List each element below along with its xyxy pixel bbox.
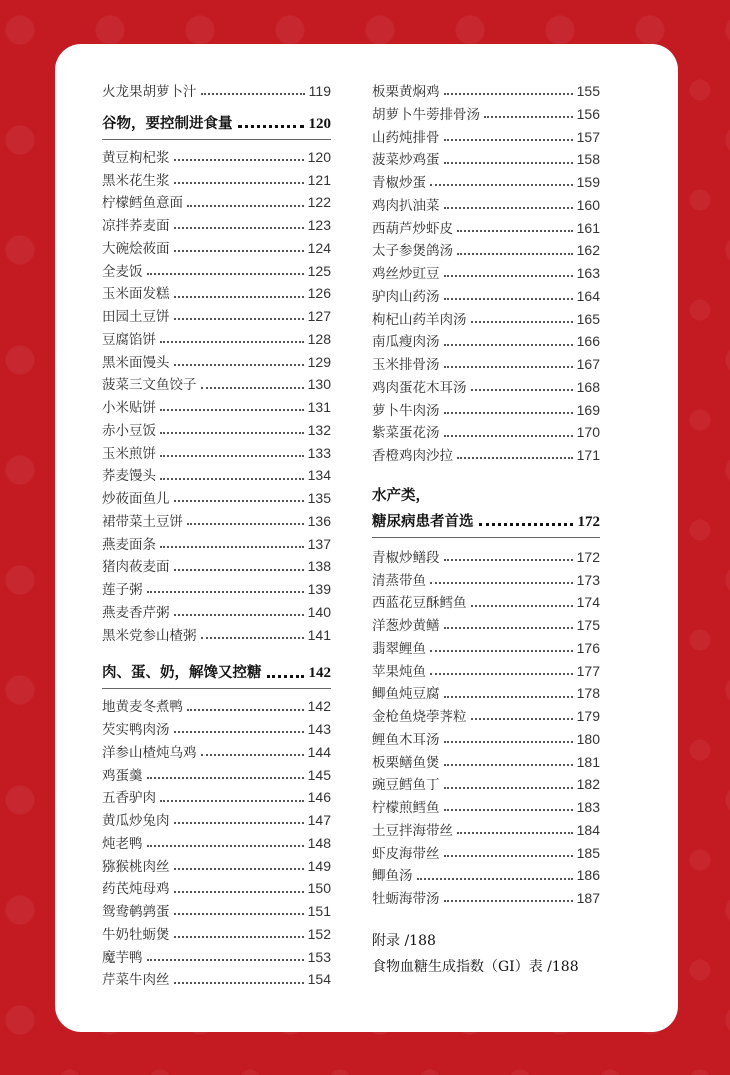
toc-entry-page: 137: [307, 535, 331, 552]
toc-entry[interactable]: [102, 169, 331, 192]
toc-entry-title: 柠檬鳕鱼意面: [102, 195, 183, 212]
toc-entry[interactable]: [372, 796, 600, 819]
toc-entry-title: 鸳鸯鹌鹑蛋: [102, 904, 170, 920]
toc-leader-dots: [471, 718, 573, 720]
toc-leader-dots: [174, 318, 304, 320]
toc-entry-title: 炒莜面鱼儿: [102, 491, 170, 507]
toc-entry-page: 121: [307, 171, 331, 188]
toc-leader-dots: [430, 650, 573, 652]
toc-entry[interactable]: [102, 968, 331, 991]
toc-leader-dots: [444, 764, 573, 766]
toc-entry-page: 127: [307, 308, 331, 324]
toc-entry-title: 豆腐馅饼: [102, 331, 156, 348]
toc-entry-title: 枸杞山药羊肉汤: [372, 311, 467, 328]
toc-entry-title: 鸡肉扒油菜: [372, 197, 440, 214]
toc-leader-dots: [147, 845, 304, 847]
toc-leader-dots: [187, 523, 304, 525]
toc-entry-page: 122: [307, 194, 331, 211]
toc-leader-dots: [430, 184, 573, 186]
toc-entry-title: 猕猴桃肉丝: [102, 858, 170, 875]
toc-entry-page: 185: [576, 844, 600, 861]
toc-entry[interactable]: [372, 842, 600, 865]
toc-leader-dots: [174, 159, 304, 161]
toc-entry[interactable]: [102, 237, 331, 260]
toc-entry[interactable]: [102, 741, 331, 764]
toc-entry-title: 火龙果胡萝卜汁: [102, 84, 197, 100]
toc-leader-dots: [444, 627, 573, 629]
toc-entry[interactable]: [102, 419, 331, 442]
toc-entry-page: 143: [307, 721, 331, 737]
toc-entry-title: 大碗烩莜面: [102, 240, 170, 257]
toc-leader-dots: [147, 591, 304, 593]
toc-entry-page: 173: [576, 571, 600, 588]
toc-entry-title: 芡实鸭肉汤: [102, 722, 170, 738]
toc-entry-page: 159: [576, 174, 600, 190]
toc-leader-dots: [444, 741, 573, 743]
toc-entry[interactable]: [372, 637, 600, 660]
toc-entry-page: 148: [307, 834, 331, 851]
toc-leader-dots: [444, 298, 573, 300]
toc-entry-page: 187: [576, 890, 600, 906]
toc-entry-page: 179: [576, 708, 600, 724]
section-heading-seafood-line1: 水产类，: [372, 486, 430, 504]
toc-entry-title: 西葫芦炒虾皮: [372, 220, 453, 237]
toc-entry-title: 芹菜牛肉丝: [102, 972, 170, 989]
toc-leader-dots: [444, 139, 573, 141]
toc-leader-dots: [174, 731, 304, 733]
toc-entry-title: 洋葱炒黄鳝: [372, 618, 440, 634]
toc-entry-page: 124: [307, 239, 331, 256]
toc-entry-title: 菠菜炒鸡蛋: [372, 152, 440, 169]
toc-leader-dots: [444, 900, 573, 902]
toc-entry-title: 金枪鱼烧荸荠粒: [372, 709, 467, 725]
toc-entry-title: 豌豆鳕鱼丁: [372, 777, 440, 794]
toc-leader-dots: [471, 605, 573, 607]
toc-entry-title: 黑米面馒头: [102, 354, 170, 371]
toc-leader-dots: [174, 913, 304, 915]
toc-entry-page: 184: [576, 821, 600, 838]
toc-entry-page: 141: [307, 626, 331, 643]
toc-entry-title: 五香驴肉: [102, 790, 156, 807]
toc-entry-title: 凉拌荞麦面: [102, 218, 170, 234]
toc-leader-dots: [444, 855, 573, 857]
toc-leader-dots: [484, 116, 573, 118]
toc-leader-dots: [174, 936, 304, 938]
toc-entry-page: 125: [307, 262, 331, 279]
toc-entry-page: 163: [576, 265, 600, 281]
toc-leader-dots: [444, 344, 573, 346]
toc-leader-dots: [457, 253, 573, 255]
toc-leader-dots: [430, 582, 573, 584]
toc-leader-dots: [201, 637, 304, 639]
toc-entry[interactable]: [372, 751, 600, 774]
toc-entry[interactable]: [102, 351, 331, 374]
toc-entry-page: 152: [307, 925, 331, 942]
toc-leader-dots: [160, 478, 304, 480]
toc-entry-title: 玉米煎饼: [102, 445, 156, 462]
section-heading-seafood[interactable]: 水产类， 糖尿病患者首选 172: [372, 483, 600, 538]
toc-entry[interactable]: [372, 262, 600, 285]
toc-leader-dots: [444, 366, 573, 368]
toc-leader-dots: [174, 822, 304, 824]
toc-card: [55, 44, 678, 1032]
toc-entry[interactable]: [102, 328, 331, 351]
toc-entry[interactable]: [372, 330, 600, 353]
toc-entry-title: 小米贴饼: [102, 400, 156, 416]
toc-leader-dots: [444, 207, 573, 209]
toc-entry-title: 苹果炖鱼: [372, 663, 426, 680]
toc-entry[interactable]: [372, 819, 600, 842]
toc-entry[interactable]: [372, 103, 600, 126]
toc-leader-dots: [201, 754, 304, 756]
toc-leader-dots: [160, 341, 304, 343]
toc-entry-page: 156: [576, 105, 600, 122]
toc-entry[interactable]: [102, 923, 331, 946]
toc-entry-page: 186: [576, 867, 600, 884]
toc-entry-title: 莲子粥: [102, 582, 143, 598]
toc-entry[interactable]: [102, 832, 331, 855]
toc-entry[interactable]: [102, 442, 331, 465]
toc-entry[interactable]: [102, 555, 331, 578]
toc-entry[interactable]: [372, 614, 600, 637]
toc-entry[interactable]: [372, 591, 600, 614]
toc-entry-title: 鸡肉蛋花木耳汤: [372, 379, 467, 396]
toc-entry-page: 168: [576, 378, 600, 395]
toc-entry[interactable]: [102, 601, 331, 624]
toc-leader-dots: [160, 432, 304, 434]
toc-entry[interactable]: [372, 546, 600, 569]
toc-entry-title: 南瓜瘦肉汤: [372, 334, 440, 351]
toc-entry-page: 164: [576, 287, 600, 304]
toc-entry-title: 黄豆枸杞浆: [102, 149, 170, 166]
toc-entry-page: 181: [576, 753, 600, 770]
toc-entry-title: 虾皮海带丝: [372, 845, 440, 862]
toc-entry-page: 158: [576, 151, 600, 168]
toc-leader-dots: [160, 455, 304, 457]
toc-entry[interactable]: [102, 373, 331, 396]
appendix-gi-table[interactable]: 食物血糖生成指数（GI）表 /188: [372, 958, 579, 975]
toc-leader-dots: [457, 457, 573, 459]
toc-entry-title: 药芪炖母鸡: [102, 881, 170, 898]
toc-leader-dots: [147, 777, 304, 779]
toc-entry-page: 162: [576, 242, 600, 259]
toc-entry[interactable]: [102, 764, 331, 787]
toc-leader-dots: [147, 273, 304, 275]
toc-leader-dots: [174, 614, 304, 616]
toc-entry-title: 紫菜蛋花汤: [372, 425, 440, 442]
toc-entry-title: 黑米花生浆: [102, 172, 170, 189]
appendix-title[interactable]: 附录 /188: [372, 932, 436, 949]
toc-leader-dots: [201, 387, 304, 389]
toc-entry-title: 洋参山楂炖乌鸡: [102, 744, 197, 761]
toc-entry-page: 131: [307, 399, 331, 415]
toc-entry-page: 126: [307, 285, 331, 302]
toc-entry-page: 140: [307, 603, 331, 620]
toc-entry-page: 129: [307, 353, 331, 370]
toc-leader-dots: [160, 546, 304, 548]
toc-entry-page: 171: [576, 447, 600, 463]
toc-entry-page: 157: [576, 128, 600, 145]
toc-leader-dots: [444, 559, 573, 561]
toc-entry-title: 山药炖排骨: [372, 129, 440, 146]
toc-entry-page: 174: [576, 594, 600, 611]
toc-leader-dots: [444, 93, 573, 95]
toc-entry-page: 165: [576, 310, 600, 327]
toc-entry[interactable]: [372, 660, 600, 683]
toc-entry-page: 154: [307, 971, 331, 988]
toc-entry[interactable]: [102, 510, 331, 533]
toc-entry-title: 黄瓜炒兔肉: [102, 813, 170, 829]
toc-entry-title: 魔芋鸭: [102, 949, 143, 966]
toc-leader-dots: [174, 569, 304, 571]
toc-entry-title: 燕麦面条: [102, 536, 156, 553]
section-heading-meat-egg-milk[interactable]: 肉、蛋、奶，解馋又控糖 142: [102, 660, 331, 689]
toc-entry-page: 145: [307, 766, 331, 783]
toc-leader-dots: [174, 500, 304, 502]
toc-leader-dots: [471, 321, 573, 323]
toc-leader-dots: [444, 696, 573, 698]
toc-entry[interactable]: [102, 877, 331, 900]
toc-entry[interactable]: [102, 695, 331, 718]
toc-entry-page: 172: [576, 548, 600, 565]
toc-entry-page: 123: [307, 217, 331, 233]
toc-entry[interactable]: [102, 624, 331, 647]
toc-leader-dots: [417, 878, 573, 880]
toc-leader-dots: [174, 982, 304, 984]
toc-entry[interactable]: [372, 80, 600, 103]
toc-entry-title: 青椒炒鳝段: [372, 549, 440, 566]
toc-entry[interactable]: [372, 399, 600, 422]
toc-leader-dots: [174, 250, 304, 252]
toc-entry[interactable]: [102, 946, 331, 969]
toc-right-column: [372, 80, 600, 980]
toc-entry-page: 178: [576, 685, 600, 702]
toc-leader-dots: [174, 891, 304, 893]
toc-entry-page: 130: [307, 376, 331, 393]
toc-entry-title: 赤小豆饭: [102, 422, 156, 439]
toc-entry[interactable]: [372, 376, 600, 399]
toc-entry-page: 120: [307, 148, 331, 165]
toc-entry-page: 169: [576, 401, 600, 418]
toc-entry-page: 166: [576, 333, 600, 350]
appendix: [372, 928, 600, 980]
toc-entry-page: 149: [307, 857, 331, 874]
toc-entry[interactable]: [102, 396, 331, 419]
toc-entry-title: 牛奶牡蛎煲: [102, 926, 170, 943]
toc-entry[interactable]: [372, 421, 600, 444]
toc-entry-title: 黑米党参山楂粥: [102, 627, 197, 644]
toc-leader-dots: [160, 800, 304, 802]
toc-entry-title: 太子参煲鸽汤: [372, 243, 453, 260]
toc-entry-title: 萝卜牛肉汤: [372, 402, 440, 419]
toc-entry[interactable]: [102, 464, 331, 487]
toc-entry[interactable]: [102, 809, 331, 832]
toc-entry-page: 139: [307, 581, 331, 597]
toc-leader-dots: [444, 787, 573, 789]
toc-entry-page: 142: [307, 698, 331, 715]
toc-entry-page: 119: [308, 83, 331, 99]
toc-entry[interactable]: [102, 578, 331, 601]
toc-entry-page: 161: [576, 219, 600, 236]
toc-entry[interactable]: [102, 305, 331, 328]
toc-entry-page: 160: [576, 196, 600, 213]
toc-entry[interactable]: [102, 282, 331, 305]
toc-entry[interactable]: [372, 239, 600, 262]
toc-entry-title: 猪肉莜麦面: [102, 559, 170, 576]
toc-entry-page: 144: [307, 743, 331, 760]
toc-entry-title: 全麦饭: [102, 263, 143, 280]
section-heading-grains[interactable]: 谷物，要控制进食量 120: [102, 111, 331, 140]
toc-entry[interactable]: [372, 705, 600, 728]
toc-entry[interactable]: [372, 353, 600, 376]
toc-entry[interactable]: [372, 569, 600, 592]
toc-entry-page: 146: [307, 789, 331, 806]
toc-entry-page: 170: [576, 424, 600, 441]
toc-entry-title: 板栗黄焖鸡: [372, 84, 440, 100]
toc-entry-page: 135: [307, 490, 331, 506]
toc-leader-dots: [444, 275, 573, 277]
toc-entry-page: 147: [307, 812, 331, 828]
toc-entry[interactable]: [372, 126, 600, 149]
toc-entry-title: 玉米排骨汤: [372, 357, 440, 373]
toc-entry-title: 胡萝卜牛蒡排骨汤: [372, 106, 480, 123]
toc-entry-title: 清蒸带鱼: [372, 572, 426, 589]
toc-entry-title: 青椒炒蛋: [372, 175, 426, 191]
toc-leader-dots: [430, 673, 573, 675]
toc-left-column: [102, 80, 331, 991]
toc-entry-page: 167: [576, 356, 600, 372]
toc-entry-page: 128: [307, 330, 331, 347]
toc-entry-page: 183: [576, 799, 600, 815]
toc-entry-page: 151: [307, 903, 331, 919]
toc-entry[interactable]: [372, 285, 600, 308]
toc-entry[interactable]: [372, 444, 600, 467]
toc-entry-title: 玉米面发糕: [102, 286, 170, 303]
toc-leader-dots: [174, 227, 304, 229]
toc-entry[interactable]: [102, 260, 331, 283]
toc-entry-page: 133: [307, 444, 331, 461]
toc-entry[interactable]: [102, 900, 331, 923]
toc-entry-page: 134: [307, 467, 331, 484]
toc-entry-title: 燕麦香芹粥: [102, 604, 170, 621]
toc-entry-page: 136: [307, 512, 331, 529]
toc-entry-title: 驴肉山药汤: [372, 288, 440, 305]
toc-entry-title: 地黄麦冬煮鸭: [102, 699, 183, 716]
toc-entry[interactable]: [102, 80, 331, 103]
toc-entry[interactable]: [102, 146, 331, 169]
toc-leader-dots: [160, 409, 304, 411]
toc-leader-dots: [187, 709, 304, 711]
toc-entry[interactable]: [102, 487, 331, 510]
toc-leader-dots: [444, 412, 573, 414]
toc-entry-title: 鲫鱼汤: [372, 868, 413, 885]
toc-leader-dots: [444, 435, 573, 437]
toc-entry-page: 150: [307, 880, 331, 897]
toc-entry-title: 翡翠鲤鱼: [372, 640, 426, 657]
toc-entry[interactable]: [372, 887, 600, 910]
toc-entry-page: 153: [307, 948, 331, 965]
toc-leader-dots: [147, 959, 304, 961]
toc-entry-page: 132: [307, 421, 331, 438]
toc-entry-title: 鸡蛋羹: [102, 767, 143, 784]
toc-leader-dots: [457, 230, 573, 232]
toc-entry-title: 荞麦馒头: [102, 468, 156, 485]
toc-entry[interactable]: [372, 148, 600, 171]
toc-entry[interactable]: [372, 728, 600, 751]
toc-entry[interactable]: [102, 533, 331, 556]
toc-entry-title: 土豆拌海带丝: [372, 822, 453, 839]
toc-leader-dots: [471, 389, 573, 391]
toc-entry[interactable]: [102, 855, 331, 878]
toc-entry-title: 裙带菜土豆饼: [102, 513, 183, 530]
toc-entry[interactable]: [102, 786, 331, 809]
toc-entry-page: 155: [576, 83, 600, 99]
toc-entry-title: 菠菜三文鱼饺子: [102, 377, 197, 394]
toc-entry-title: 鲤鱼木耳汤: [372, 731, 440, 748]
toc-entry-title: 香橙鸡肉沙拉: [372, 448, 453, 464]
toc-entry-title: 鸡丝炒豇豆: [372, 266, 440, 282]
toc-leader-dots: [174, 364, 304, 366]
toc-entry[interactable]: [372, 217, 600, 240]
toc-leader-dots: [174, 868, 304, 870]
toc-entry-title: 西蓝花豆酥鳕鱼: [372, 595, 467, 612]
toc-entry[interactable]: [372, 773, 600, 796]
toc-entry[interactable]: [372, 171, 600, 194]
toc-entry-page: 177: [576, 662, 600, 679]
toc-entry[interactable]: [372, 864, 600, 887]
toc-entry[interactable]: [102, 214, 331, 237]
toc-entry[interactable]: [372, 682, 600, 705]
toc-leader-dots: [444, 809, 573, 811]
toc-entry[interactable]: [102, 718, 331, 741]
toc-entry-page: 180: [576, 730, 600, 747]
toc-leader-dots: [174, 296, 304, 298]
toc-entry-page: 138: [307, 558, 331, 575]
toc-leader-dots: [174, 182, 304, 184]
toc-entry[interactable]: [372, 194, 600, 217]
toc-entry-page: 182: [576, 776, 600, 793]
toc-leader-dots: [444, 162, 573, 164]
toc-entry-title: 牡蛎海带汤: [372, 891, 440, 907]
toc-leader-dots: [187, 205, 304, 207]
toc-entry[interactable]: [372, 308, 600, 331]
toc-entry-page: 176: [576, 639, 600, 656]
toc-entry-title: 板栗鳝鱼煲: [372, 754, 440, 771]
toc-entry[interactable]: [102, 191, 331, 214]
toc-entry-title: 柠檬煎鳕鱼: [372, 800, 440, 816]
toc-entry-page: 175: [576, 617, 600, 633]
toc-leader-dots: [457, 832, 573, 834]
toc-entry-title: 鲫鱼炖豆腐: [372, 686, 440, 703]
toc-entry-title: 炖老鸭: [102, 835, 143, 852]
toc-leader-dots: [201, 93, 305, 95]
toc-entry-title: 田园土豆饼: [102, 309, 170, 325]
